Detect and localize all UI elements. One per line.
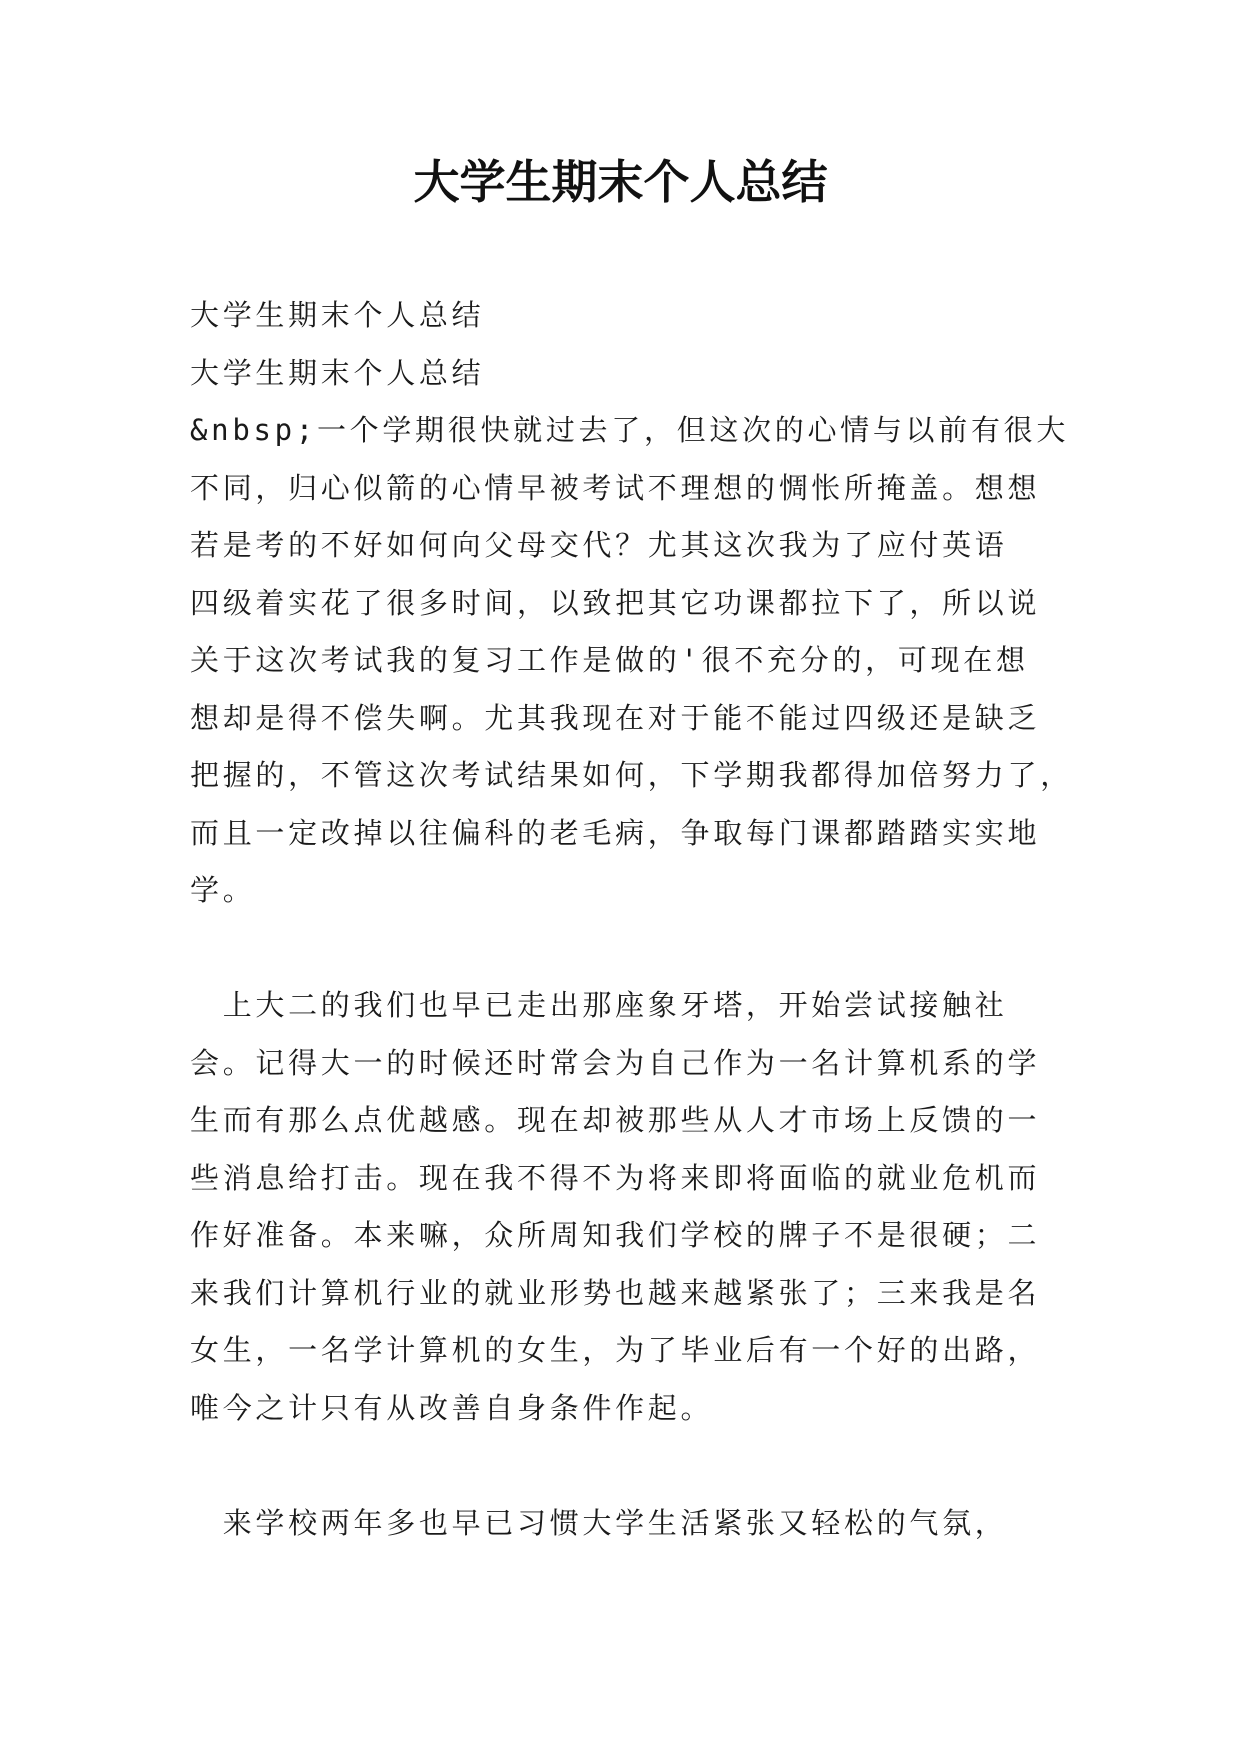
paragraph-1-line: 把握的，不管这次考试结果如何，下学期我都得加倍努力了， xyxy=(190,758,1073,792)
paragraph-1-line: &nbsp;一个学期很快就过去了，但这次的心情与以前有很大 xyxy=(190,413,1070,447)
subtitle-line: 大学生期末个人总结 xyxy=(190,355,485,390)
paragraph-2-line: 会。记得大一的时候还时常会为自己作为一名计算机系的学 xyxy=(190,1045,1041,1080)
paragraph-spacer xyxy=(190,1437,1070,1495)
document-body xyxy=(190,287,1073,1552)
page-title: 大学生期末个人总结 xyxy=(413,155,828,209)
paragraph-1-line: 想却是得不偿失啊。尤其我现在对于能不能过四级还是缺乏 xyxy=(190,700,1041,735)
paragraph-1-line: 四级着实花了很多时间，以致把其它功课都拉下了，所以说 xyxy=(190,585,1041,620)
paragraph-1-line: 而且一定改掉以往偏科的老毛病，争取每门课都踏踏实实地 xyxy=(190,815,1041,850)
paragraph-1-line: 若是考的不好如何向父母交代？尤其这次我为了应付英语 xyxy=(190,528,1008,562)
paragraph-1-line: 关于这次考试我的复习工作是做的'很不充分的，可现在想 xyxy=(190,643,1029,677)
subtitle-line: 大学生期末个人总结 xyxy=(190,298,485,332)
paragraph-spacer xyxy=(190,920,1070,978)
paragraph-2-line: 来我们计算机行业的就业形势也越来越紧张了；三来我是名 xyxy=(190,1275,1041,1310)
paragraph-1-line: 不同，归心似箭的心情早被考试不理想的惆怅所掩盖。想想 xyxy=(190,470,1041,505)
paragraph-3-line: 来学校两年多也早已习惯大学生活紧张又轻松的气氛， xyxy=(190,1505,1008,1540)
paragraph-2-line: 生而有那么点优越感。现在却被那些从人才市场上反馈的一 xyxy=(190,1103,1041,1137)
paragraph-2-line: 女生，一名学计算机的女生，为了毕业后有一个好的出路， xyxy=(190,1333,1041,1367)
paragraph-1-line: 学。 xyxy=(190,873,256,907)
paragraph-2-line: 唯今之计只有从改善自身条件作起。 xyxy=(190,1390,714,1425)
paragraph-2-line: 作好准备。本来嘛，众所周知我们学校的牌子不是很硬；二 xyxy=(190,1218,1041,1252)
paragraph-2-line: 上大二的我们也早已走出那座象牙塔，开始尝试接触社 xyxy=(190,988,1008,1022)
paragraph-2-line: 些消息给打击。现在我不得不为将来即将面临的就业危机而 xyxy=(190,1160,1041,1195)
